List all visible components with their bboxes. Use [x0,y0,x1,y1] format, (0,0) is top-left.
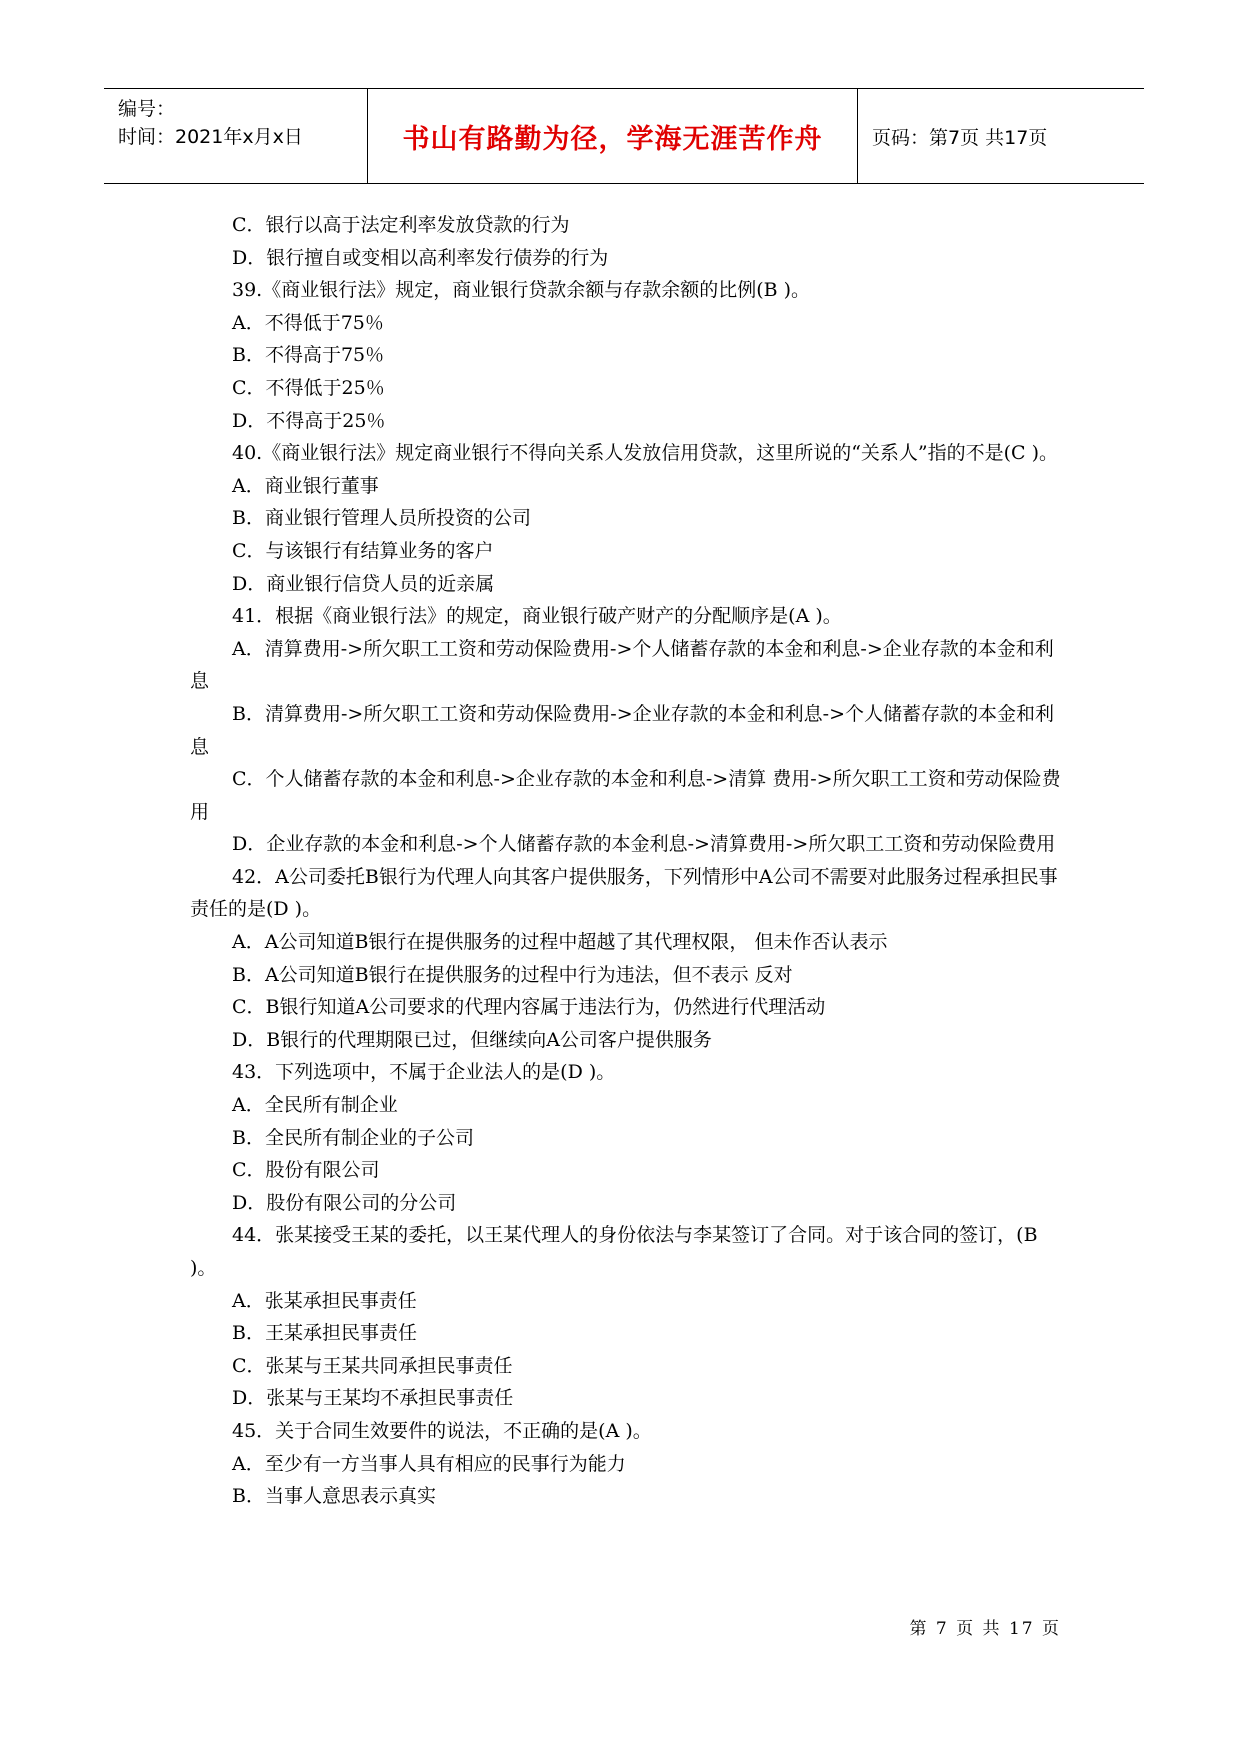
option-line: C．个人储蓄存款的本金和利息->企业存款的本金和利息->清算 费用->所欠职工工资和劳动保险费用 [190,768,1061,823]
option-line: C．与该银行有结算业务的客户 [232,539,494,562]
option-line: B．王某承担民事责任 [232,1322,417,1345]
question-41: 41．根据《商业银行法》的规定，商业银行破产财产的分配顺序是(A )。 [232,605,842,628]
header-meta [104,89,368,183]
question-44: 44．张某接受王某的委托，以王某代理人的身份依法与李某签订了合同。对于该合同的签订，(B )。 [190,1224,1044,1279]
option-line: A．全民所有制企业 [232,1094,398,1117]
text-line: C．银行以高于法定利率发放贷款的行为 [232,214,570,236]
text-line: D．银行擅自或变相以高利率发行债券的行为 [232,246,609,269]
question-40: 40.《商业银行法》规定商业银行不得向关系人发放信用贷款，这里所说的“关系人”指的不是(C )。 [232,442,1059,465]
option-line: B．不得高于75％ [232,344,385,367]
document-body [190,209,1062,1513]
option-line: D．股份有限公司的分公司 [232,1191,457,1214]
option-line: C．张某与王某共同承担民事责任 [232,1354,513,1377]
option-line: B．全民所有制企业的子公司 [232,1126,474,1149]
option-line: C．不得低于25％ [232,376,385,399]
document-number-label: 编号： [118,98,176,120]
option-line: C．B银行知道A公司要求的代理内容属于违法行为，仍然进行代理活动 [232,996,826,1019]
option-line: A．张某承担民事责任 [232,1289,417,1312]
option-line: D．张某与王某均不承担民事责任 [232,1387,514,1410]
option-line: A．A公司知道B银行在提供服务的过程中超越了其代理权限， 但未作否认表示 [232,931,888,954]
question-42: 42．A公司委托B银行为代理人向其客户提供服务，下列情形中A公司不需要对此服务过程承担民事责任的是(D )。 [190,865,1058,921]
question-43: 43．下列选项中，不属于企业法人的是(D )。 [232,1061,616,1084]
option-line: A．不得低于75％ [232,311,384,334]
header-page-number: 页码：第7页 共17页 [872,126,1048,149]
header-motto: 书山有路勤为径，学海无涯苦作舟 [368,89,858,183]
question-45: 45．关于合同生效要件的说法，不正确的是(A )。 [232,1419,652,1442]
document-time-label: 时间：2021年x月x日 [118,126,303,148]
option-line: A．商业银行董事 [232,474,379,497]
option-line: A．至少有一方当事人具有相应的民事行为能力 [232,1452,626,1475]
option-line: A．清算费用->所欠职工工资和劳动保险费用->个人储蓄存款的本金和利息->企业存款的本金和利息 [190,637,1054,693]
page-footer: 第 7 页 共 17 页 [909,1619,1061,1639]
option-line: D．商业银行信贷人员的近亲属 [232,572,495,595]
question-39: 39.《商业银行法》规定，商业银行贷款余额与存款余额的比例(B )。 [232,279,811,302]
option-line: D．B银行的代理期限已过，但继续向A公司客户提供服务 [232,1028,712,1051]
option-line: D．不得高于25％ [232,409,386,432]
option-line: B．当事人意思表示真实 [232,1485,436,1508]
page-header [104,88,1144,184]
option-line: B．A公司知道B银行在提供服务的过程中行为违法，但不表示 反对 [232,963,793,986]
option-line: D．企业存款的本金和利息->个人储蓄存款的本金利息->清算费用->所欠职工工资和劳动保险费用 [232,833,1056,856]
option-line: B．商业银行管理人员所投资的公司 [232,507,531,530]
option-line: C．股份有限公司 [232,1159,380,1182]
option-line: B．清算费用->所欠职工工资和劳动保险费用->企业存款的本金和利息->个人储蓄存款的本金和利息 [190,702,1054,758]
